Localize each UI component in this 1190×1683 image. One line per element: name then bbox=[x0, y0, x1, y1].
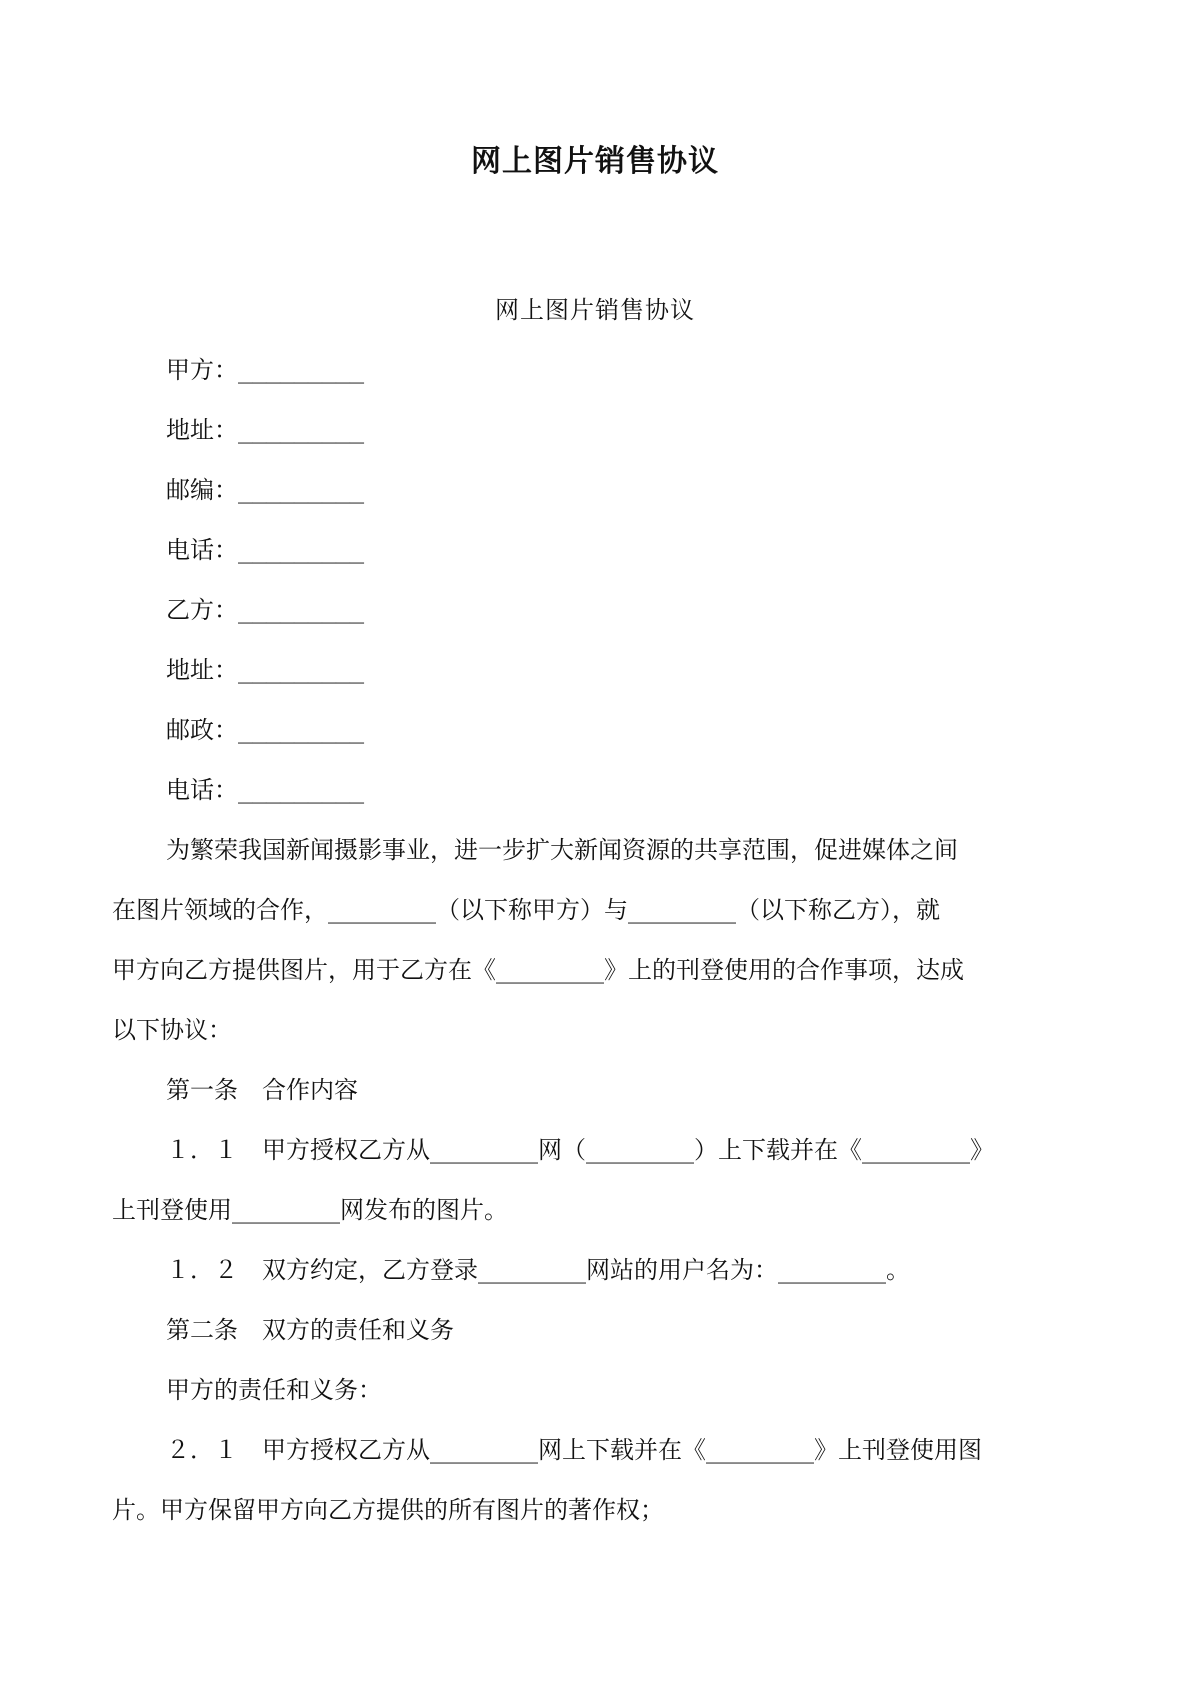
party-a-address-line bbox=[112, 400, 1078, 460]
party-a-duties-heading: 甲方的责任和义务： bbox=[166, 1376, 382, 1404]
fill-in-blank: _________ bbox=[238, 416, 364, 444]
party-a-name-line bbox=[112, 340, 1078, 400]
field-label: 邮政： bbox=[166, 716, 238, 744]
paragraph-line: 为繁荣我国新闻摄影事业，进一步扩大新闻资源的共享范围，促进媒体之间 bbox=[166, 836, 958, 864]
field-label: 地址： bbox=[166, 656, 238, 684]
paragraph-line: １．１ 甲方授权乙方从_________网（_________）上下载并在《_________》 bbox=[166, 1136, 994, 1164]
party-a-phone-line bbox=[112, 520, 1078, 580]
fill-in-blank: _________ bbox=[238, 476, 364, 504]
paragraph-line: ２．１ 甲方授权乙方从_________网上下载并在《_________》上刊登使用图 bbox=[166, 1436, 982, 1464]
fill-in-blank: _________ bbox=[238, 776, 364, 804]
clause-1-1 bbox=[112, 1120, 1078, 1240]
article-2-heading: 第二条 双方的责任和义务 bbox=[166, 1316, 454, 1344]
paragraph-line: 片。甲方保留甲方向乙方提供的所有图片的著作权； bbox=[112, 1496, 664, 1524]
paragraph-line: 在图片领域的合作，_________（以下称甲方）与_________（以下称乙方），就 bbox=[112, 896, 940, 924]
party-b-postal-line bbox=[112, 700, 1078, 760]
paragraph-line: 以下协议： bbox=[112, 1016, 232, 1044]
field-label: 地址： bbox=[166, 416, 238, 444]
fill-in-blank: _________ bbox=[238, 356, 364, 384]
paragraph-line: 上刊登使用_________网发布的图片。 bbox=[112, 1196, 508, 1224]
field-label: 甲方： bbox=[166, 356, 238, 384]
party-b-phone-line bbox=[112, 760, 1078, 820]
field-label: 邮编： bbox=[166, 476, 238, 504]
fill-in-blank: _________ bbox=[238, 656, 364, 684]
preamble-paragraph bbox=[112, 820, 1078, 1060]
paragraph-line: 甲方向乙方提供图片，用于乙方在《_________》上的刊登使用的合作事项，达成 bbox=[112, 956, 964, 984]
field-label: 电话： bbox=[166, 536, 238, 564]
clause-1-2: １．２ 双方约定，乙方登录_________网站的用户名为：_________。 bbox=[166, 1256, 910, 1284]
field-label: 电话： bbox=[166, 776, 238, 804]
fill-in-blank: _________ bbox=[238, 536, 364, 564]
party-b-address-line bbox=[112, 640, 1078, 700]
document-title: 网上图片销售协议 bbox=[471, 144, 719, 179]
article-1-heading: 第一条 合作内容 bbox=[166, 1076, 358, 1104]
document-subtitle: 网上图片销售协议 bbox=[495, 296, 695, 324]
fill-in-blank: _________ bbox=[238, 716, 364, 744]
party-b-name-line bbox=[112, 580, 1078, 640]
fill-in-blank: _________ bbox=[238, 596, 364, 624]
party-info-list bbox=[112, 340, 1078, 820]
field-label: 乙方： bbox=[166, 596, 238, 624]
party-a-postcode-line bbox=[112, 460, 1078, 520]
clause-2-1 bbox=[112, 1420, 1078, 1540]
document-body bbox=[112, 280, 1078, 1540]
